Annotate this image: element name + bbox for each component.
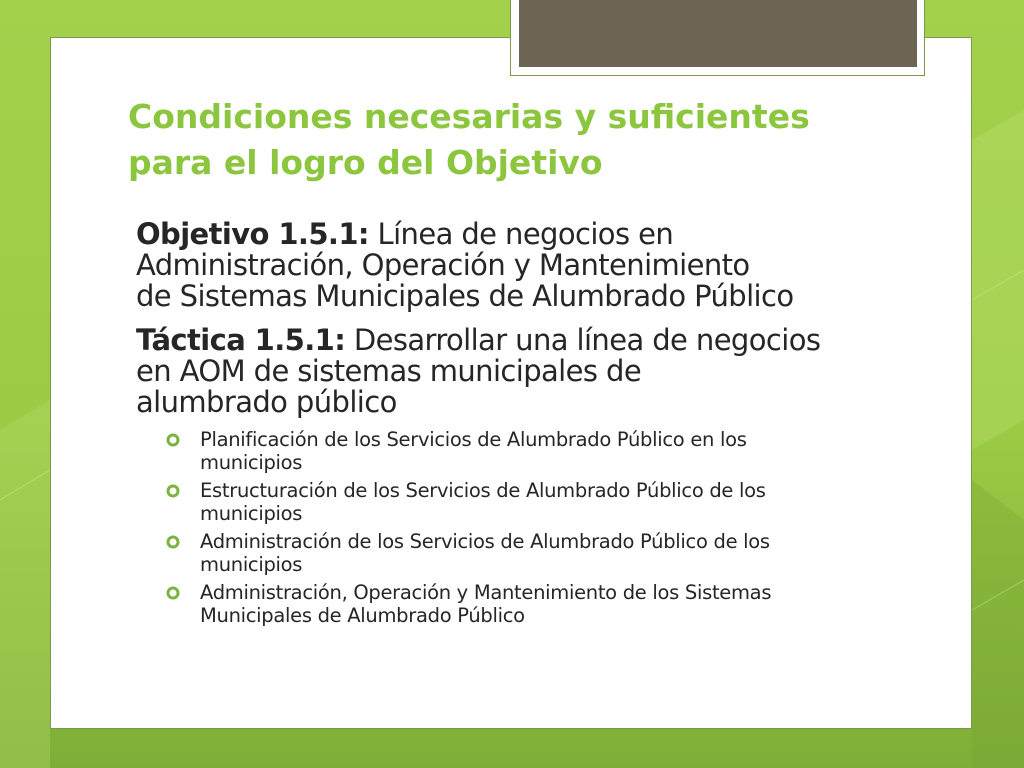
objective-paragraph [136,219,956,312]
circle-bullet-icon [166,586,180,600]
tactic-paragraph [136,325,956,418]
tactic-line [136,325,956,356]
list-item-text: Administración de los Servicios de Alumbrado Público de los [200,530,770,553]
slide-title [128,94,948,186]
list-item [166,479,926,525]
circle-bullet-icon [166,484,180,498]
circle-bullet-icon [166,535,180,549]
tactic-line: en AOM de sistemas municipales de [136,354,642,388]
list-item-text: municipios [200,502,303,525]
title-line: para el logro del Objetivo [128,143,603,182]
list-item-text: municipios [200,553,303,576]
list-item-text: Municipales de Alumbrado Público [200,604,525,627]
list-item-text: municipios [200,451,303,474]
bullet-list [166,428,926,632]
tactic-line: alumbrado público [136,385,397,419]
list-item [166,428,926,474]
list-item-text: Planificación de los Servicios de Alumbrado Público en los [200,428,747,451]
objective-line: de Sistemas Municipales de Alumbrado Público [136,279,794,313]
tactic-text: Desarrollar una línea de negocios [345,323,821,357]
list-item-text: Administración, Operación y Mantenimiento de los Sistemas [200,581,772,604]
objective-line [136,219,956,250]
list-item [166,581,926,627]
header-tab [519,0,917,67]
objective-line: Administración, Operación y Mantenimiento [136,248,750,282]
tactic-label: Táctica 1.5.1: [136,323,346,357]
circle-bullet-icon [166,433,180,447]
list-item-text: Estructuración de los Servicios de Alumbrado Público de los [200,479,766,502]
title-line: Condiciones necesarias y suficientes [128,97,810,136]
list-item [166,530,926,576]
objective-text: Línea de negocios en [368,217,674,251]
objective-label: Objetivo 1.5.1: [136,217,369,251]
